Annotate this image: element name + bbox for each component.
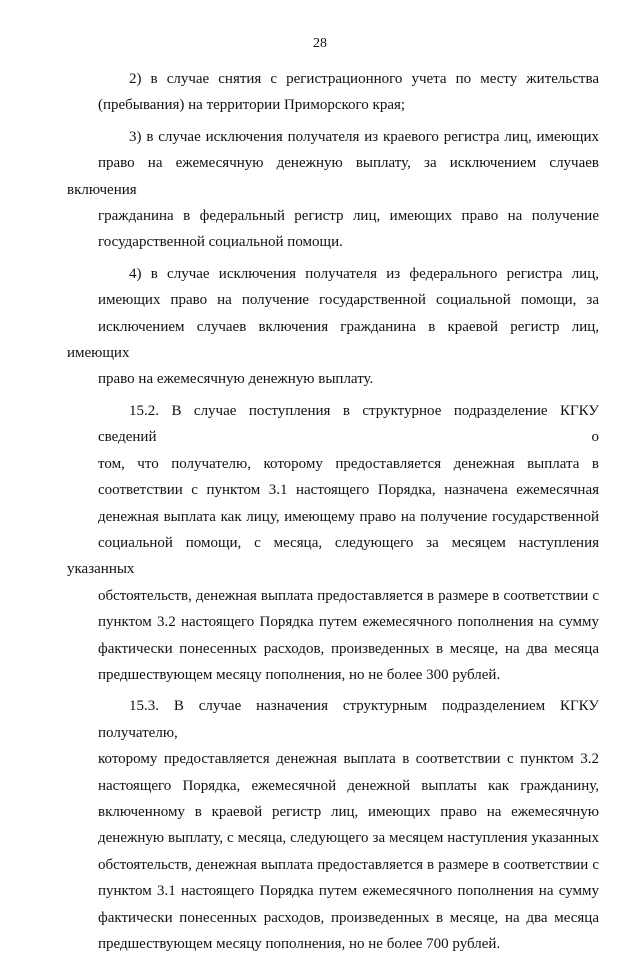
text-line: (пребывания) на территории Приморского края; [98,97,406,114]
text-line: денежную выплату, с месяца, следующего за месяцем наступления указанных [98,830,599,847]
paragraph-item-2 [67,66,599,119]
text-line: настоящего Порядка, ежемесячной денежной выплаты как гражданину, [98,777,599,794]
text-line: 4) в случае исключения получателя из федерального регистра лиц, [129,265,599,282]
text-line: включенному в краевой регистр лиц, имеющих право на ежемесячную [98,803,599,820]
text-line: имеющих право на получение государственной социальной помощи, за [98,292,599,309]
text-line: обстоятельств, денежная выплата предоставляется в размере в соответствии с [98,587,599,604]
text-line: пунктом 3.2 настоящего Порядка путем ежемесячного пополнения на сумму [98,614,599,631]
document-body [67,66,599,962]
text-line: фактически понесенных расходов, произведенных в месяце, на два месяца [98,909,599,926]
paragraph-item-3 [67,124,599,256]
text-line: том, что получателю, которому предоставляется денежная выплата в [98,455,599,472]
paragraph-item-4 [67,261,599,393]
text-line: 3) в случае исключения получателя из краевого регистра лиц, имеющих [129,128,599,145]
text-line: соответствии с пунктом 3.1 настоящего Порядка, назначена ежемесячная [98,482,599,499]
text-line: 15.3. В случае назначения структурным подразделением КГКУ получателю, [98,698,599,741]
text-line: фактически понесенных расходов, произведенных в месяце, на два месяца [98,640,599,657]
text-line: социальной помощи, с месяца, следующего за месяцем наступления указанных [67,534,599,578]
text-line: гражданина в федеральный регистр лиц, имеющих право на получение [98,208,599,225]
text-line: предшествующем месяцу пополнения, но не более 700 рублей. [98,936,501,952]
text-line: которому предоставляется денежная выплата в соответствии с пунктом 3.2 [98,751,599,768]
text-line: пунктом 3.1 настоящего Порядка путем ежемесячного пополнения на сумму [98,883,599,900]
paragraph-15-2 [67,398,599,688]
text-line: государственной социальной помощи. [98,234,343,251]
paragraph-15-3 [67,693,599,957]
page-number: 28 [313,36,327,51]
text-line: 15.2. В случае поступления в структурное подразделение КГКУ сведений о [98,402,599,446]
text-line: 2) в случае снятия с регистрационного учета по месту жительства [129,71,599,87]
text-line: обстоятельств, денежная выплата предоставляется в размере в соответствии с [98,856,599,873]
text-line: исключением случаев включения гражданина в краевой регистр лиц, имеющих [67,318,599,362]
text-line: право на ежемесячную денежную выплату, за исключением случаев включения [67,155,599,198]
text-line: денежная выплата как лицу, имеющему право на получение государственной [98,508,599,525]
text-line: право на ежемесячную денежную выплату. [98,371,374,388]
text-line: предшествующем месяцу пополнения, но не более 300 рублей. [98,666,501,683]
